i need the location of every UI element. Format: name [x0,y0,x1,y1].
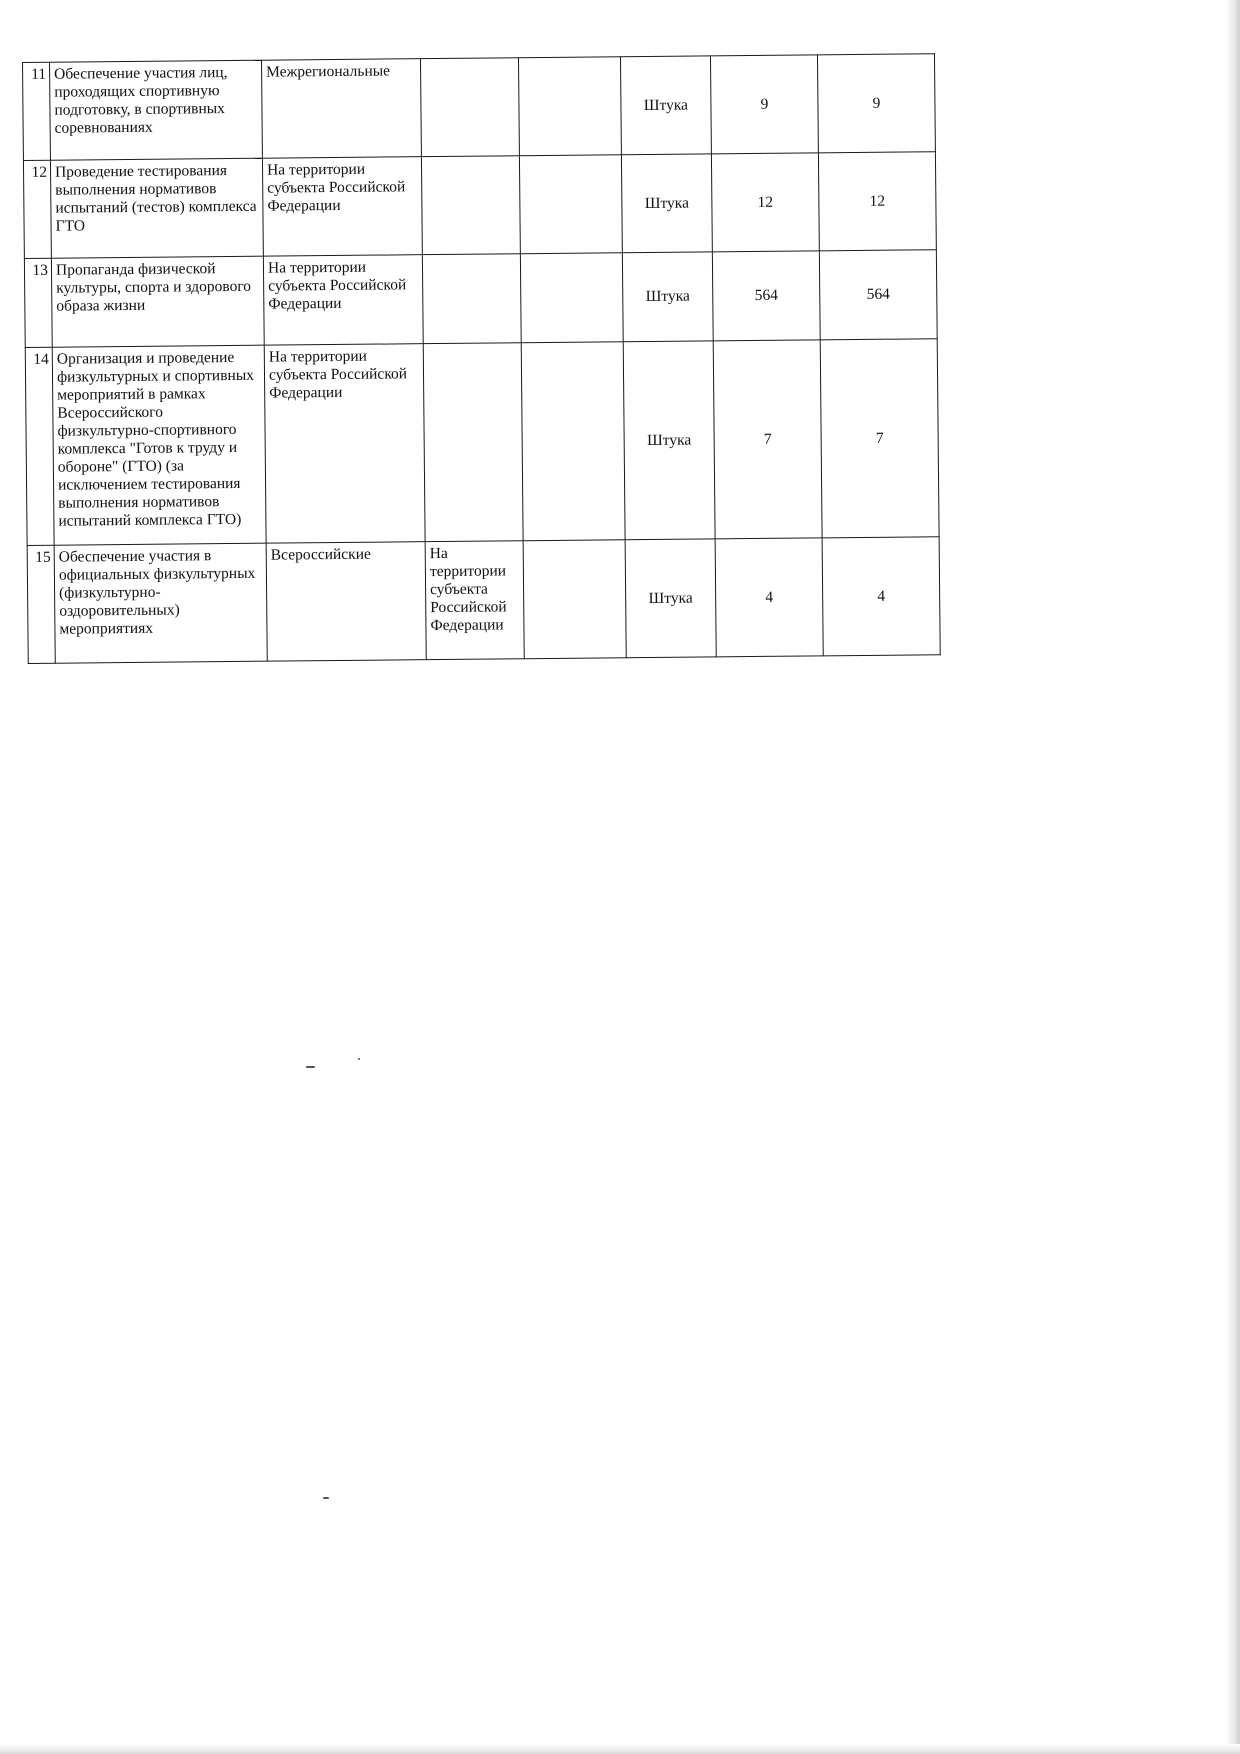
extra-cell [520,253,623,343]
place-cell [421,156,520,255]
value-cell-2: 12 [818,152,936,251]
service-name: Проведение тестирования выполнения нормативов испытаний (тестов) комплекса ГТО [50,158,263,258]
scan-speck [323,1497,329,1499]
scan-edge-right [1226,0,1240,1754]
scan-speck [306,1066,315,1068]
value-cell-2: 9 [817,54,935,153]
unit-cell: Штука [623,341,715,540]
row-number: 13 [24,258,52,347]
place-cell: На территории субъекта Российской Федерации [425,541,524,660]
row-number: 14 [25,347,54,545]
place-cell [420,58,519,157]
table-row [27,537,940,664]
level-cell: Всероссийские [266,542,426,662]
extra-cell [519,155,622,254]
value-cell-1: 7 [713,340,822,539]
table-row [25,339,939,546]
service-name: Организация и проведение физкультурных и спортивных мероприятий в рамках Всероссийского физкультурно-спортивного комплекса "Готов к труду и обороне" (ГТО) (за исключением тестирования выполнения нормативов испытаний комплекса ГТО) [52,345,266,545]
row-number: 12 [23,160,51,258]
place-cell [422,254,521,344]
service-name: Пропаганда физической культуры, спорта и здорового образа жизни [51,256,264,347]
service-name: Обеспечение участия в официальных физкультурных (физкультурно-оздоровительных) мероприятиях [54,543,267,663]
table-row [23,152,936,259]
table-row [24,250,937,348]
value-cell-2: 7 [820,339,939,538]
value-cell-2: 564 [819,250,937,340]
level-cell: На территории субъекта Российской Федерации [264,344,425,544]
value-cell-1: 12 [711,153,819,252]
unit-cell: Штука [622,252,713,342]
scan-speck [358,1058,360,1060]
level-cell: На территории субъекта Российской Федерации [262,157,422,257]
unit-cell: Штука [620,56,711,155]
extra-cell [518,57,621,156]
scan-edge-bottom [0,1744,1240,1754]
place-cell [423,343,523,542]
level-cell: На территории субъекта Российской Федерации [263,255,423,346]
extra-cell [523,540,626,659]
extra-cell [521,342,625,541]
value-cell-1: 564 [712,251,820,341]
table-row [23,54,936,161]
unit-cell: Штука [625,539,716,658]
unit-cell: Штука [621,154,712,253]
services-table [22,53,941,664]
value-cell-2: 4 [822,537,940,656]
level-cell: Межрегиональные [261,59,421,159]
value-cell-1: 4 [715,538,823,657]
value-cell-1: 9 [710,55,818,154]
row-number: 11 [23,62,51,160]
row-number: 15 [27,545,55,663]
service-name: Обеспечение участия лиц, проходящих спортивную подготовку, в спортивных соревнованиях [50,60,263,160]
